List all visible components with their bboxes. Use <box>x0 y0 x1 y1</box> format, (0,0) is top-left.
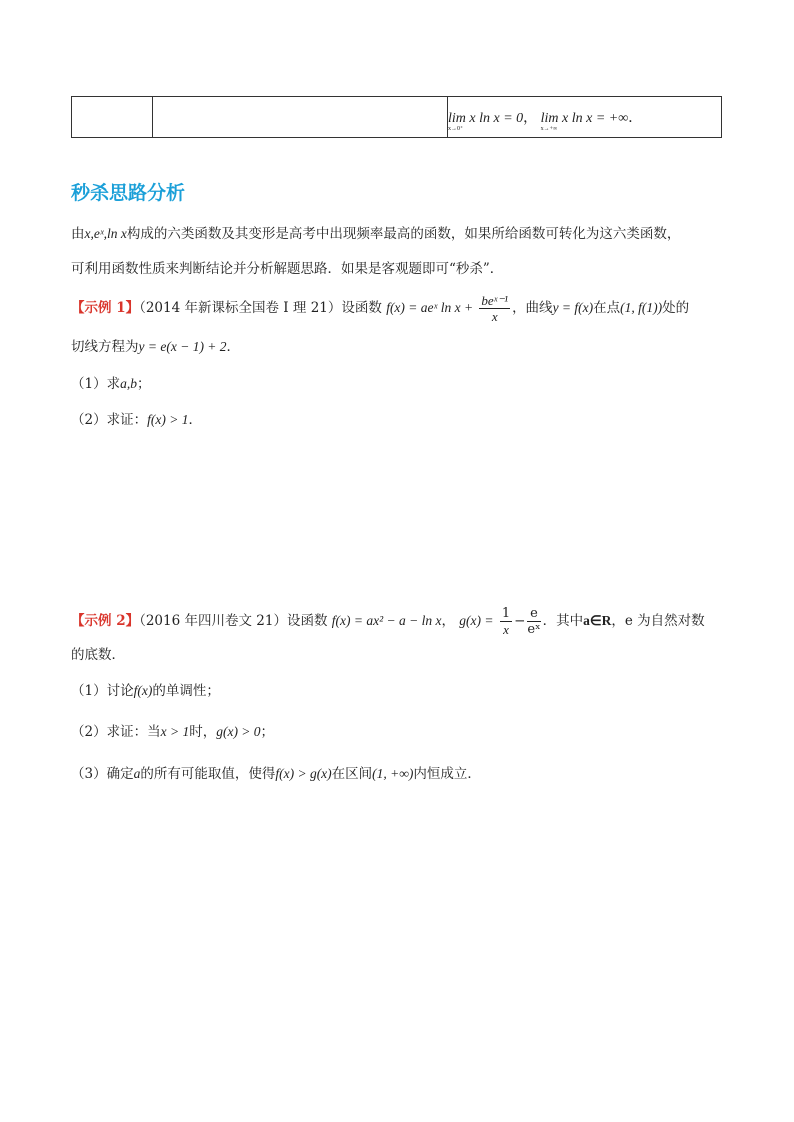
example2-line-1: 【示例 2】（2016 年四川卷文 21）设函数 f(x) = ax² − a − ln x， g(x) = $\frac{1}{x}$ − $\frac{e}{\text{eˣ}}$ ．其中a∈R，e 为自然对数 <box>71 606 705 637</box>
intro-line-1: 由x,eˣ,ln x构成的六类函数及其变形是高考中出现频率最高的函数，如果所给函数可转化为这六类函数， <box>71 226 681 242</box>
example1-question-2: （2）求证：f(x) > 1． <box>71 412 202 428</box>
table-row <box>72 97 722 138</box>
table-cell <box>72 97 153 138</box>
fraction: $\frac{e}{\text{eˣ}}$ <box>527 606 541 637</box>
intro-line-2: 可利用函数性质来判断结论并分析解题思路．如果是客观题即可“秒杀”． <box>71 261 504 277</box>
example1-question-1: （1）求a,b； <box>71 376 151 392</box>
section-title: 秒杀思路分析 <box>71 182 186 204</box>
example1-line-2: 切线方程为y = e(x − 1) + 2． <box>71 339 241 355</box>
example1-line-1: 【示例 1】（2014 年新课标全国卷 I 理 21）设函数 f(x) = aeˣ ln x + $\frac{\text{beˣ⁻¹}}{x}$ ，曲线y = f(x)在点(1, f(1))处的 <box>71 293 690 324</box>
limits-cell: lim x ln x = 0 x→0⁺ ， lim x ln x = +∞ x→+∞ ． <box>448 97 722 138</box>
limit-subscript: x→0⁺ <box>448 125 464 132</box>
limit-subscript: x→+∞ <box>540 125 558 132</box>
fraction: $\frac{\text{beˣ⁻¹}}{x}$ <box>481 293 509 324</box>
limit-expression-1: lim x ln x = 0 x→0⁺ <box>448 110 524 132</box>
fraction: $\frac{1}{x}$ <box>501 606 511 637</box>
table-cell <box>153 97 448 138</box>
example-tag: 【示例 2】 <box>71 613 140 629</box>
example-tag: 【示例 1】 <box>71 300 140 316</box>
example2-question-3: （3）确定a的所有可能取值，使得f(x) > g(x)在区间(1, +∞)内恒成立． <box>71 766 481 782</box>
limit-expression-2: lim x ln x = +∞ x→+∞ <box>540 110 629 132</box>
example2-question-1: （1）讨论f(x)的单调性； <box>71 683 220 699</box>
example2-question-2: （2）求证：当x > 1时，g(x) > 0； <box>71 724 275 740</box>
example2-line-2: 的底数． <box>71 647 125 663</box>
properties-table-fragment <box>71 96 722 138</box>
